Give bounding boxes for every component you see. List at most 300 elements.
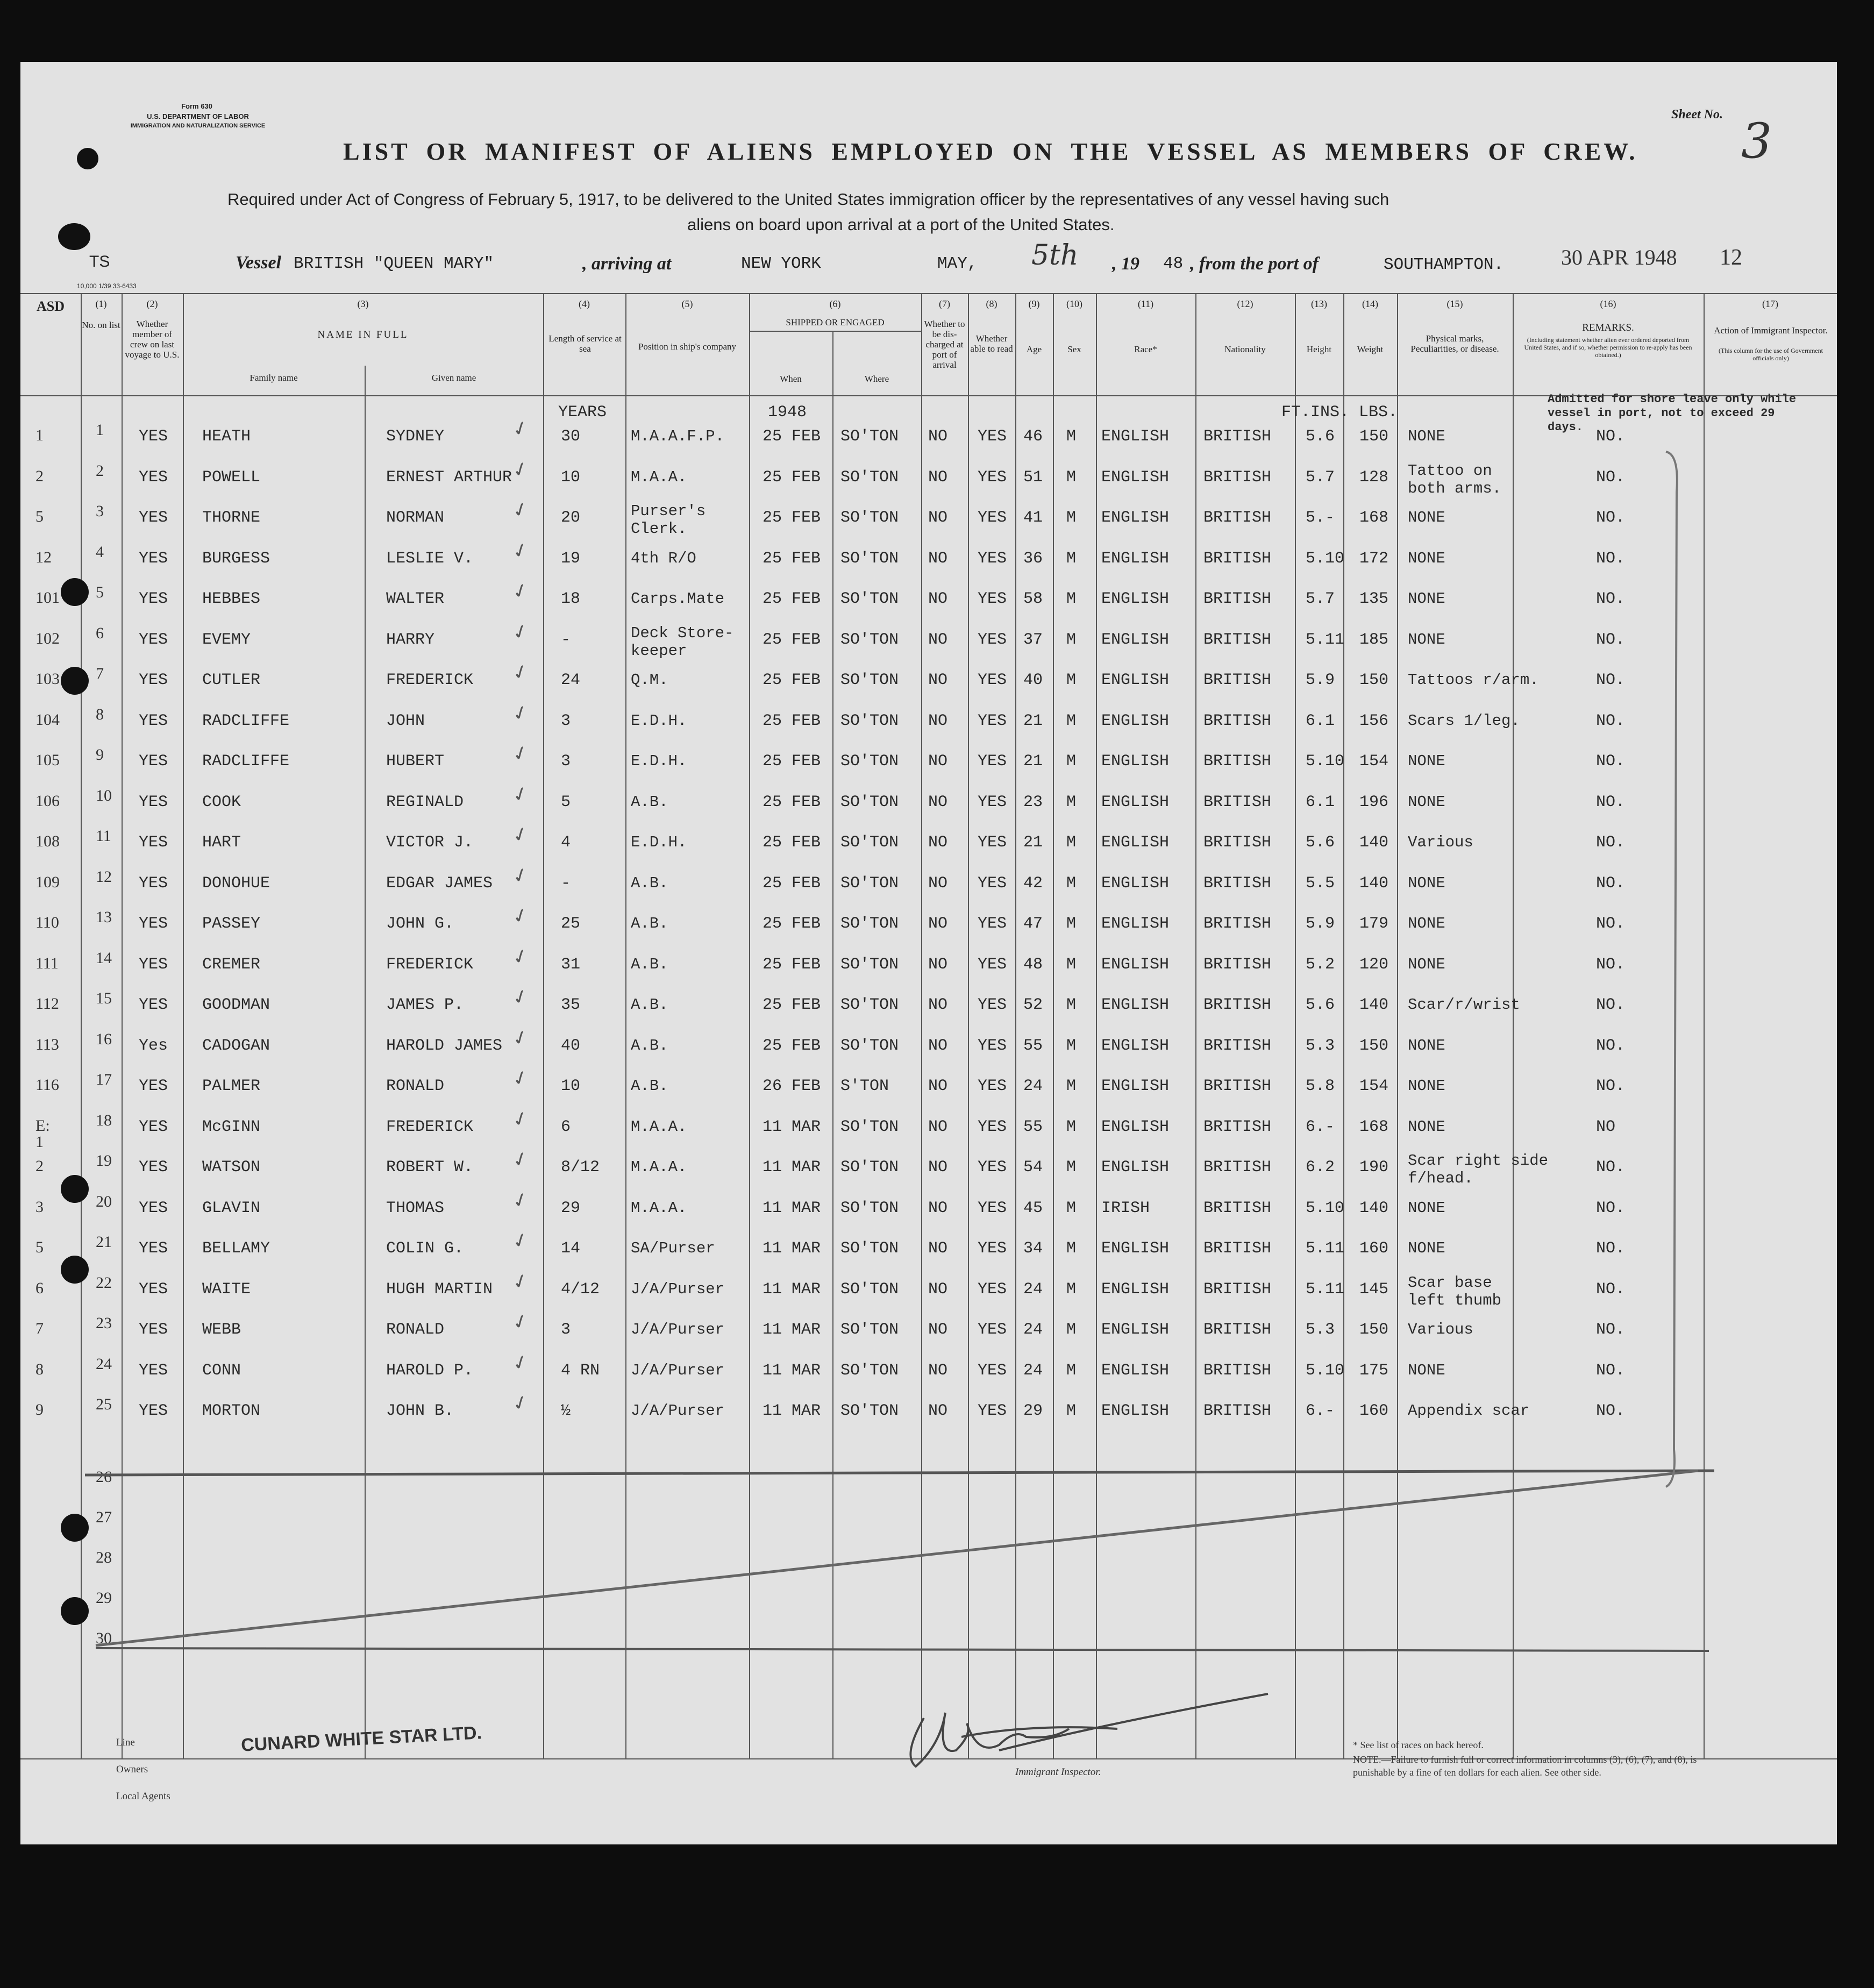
- col-number: (12): [1237, 298, 1253, 309]
- remarks-bracket: [1666, 452, 1677, 1487]
- cell-weight: 160: [1359, 1239, 1389, 1258]
- cell-list-number: 1: [96, 421, 104, 439]
- year-prefix: , 19: [1112, 254, 1139, 274]
- cell-shipped-when: 11 MAR: [763, 1117, 821, 1136]
- punch-hole: [58, 223, 90, 250]
- col-number: (7): [939, 298, 950, 309]
- cell-last-voyage: YES: [139, 549, 168, 568]
- cell-length-of-service: 4 RN: [561, 1361, 600, 1380]
- cell-margin-ref: 12: [35, 548, 52, 566]
- cell-margin-ref: 106: [35, 792, 60, 810]
- race-note: * See list of races on back hereof.: [1353, 1740, 1484, 1750]
- cell-shipped-where: SO'TON: [840, 1117, 899, 1136]
- cell-last-voyage: YES: [139, 874, 168, 893]
- units-label: FT.INS. LBS.: [1281, 403, 1398, 422]
- cell-family-name: WATSON: [202, 1158, 261, 1177]
- cell-able-to-read: YES: [978, 468, 1007, 487]
- cell-list-number: 3: [96, 502, 104, 520]
- cell-given-name: THOMAS: [386, 1199, 445, 1217]
- cell-shipped-where: SO'TON: [840, 468, 899, 487]
- cell-shipped-where: SO'TON: [840, 630, 899, 649]
- arriving-label: , arriving at: [582, 254, 672, 274]
- cell-to-be-discharged: NO: [928, 1158, 948, 1177]
- empty-row-number: 26: [96, 1468, 112, 1486]
- cell-sex: M: [1066, 590, 1077, 608]
- cell-nationality: BRITISH: [1203, 1077, 1272, 1095]
- cell-position: A.B.: [631, 1077, 668, 1095]
- sheet-number: 3: [1741, 113, 1772, 169]
- check-mark-icon: ✓: [509, 943, 532, 970]
- cell-last-voyage: YES: [139, 630, 168, 649]
- cell-weight: 150: [1359, 671, 1389, 689]
- cell-nationality: BRITISH: [1203, 1280, 1272, 1299]
- cell-list-number: 17: [96, 1071, 112, 1088]
- check-mark-icon: ✓: [509, 781, 532, 808]
- cell-race: ENGLISH: [1101, 1077, 1170, 1095]
- cell-physical-marks: NONE: [1408, 549, 1445, 567]
- cell-height: 5.9: [1306, 671, 1335, 689]
- cell-shipped-when: 25 FEB: [763, 793, 821, 811]
- cell-shipped-where: SO'TON: [840, 955, 899, 974]
- cell-last-voyage: YES: [139, 1402, 168, 1420]
- vessel-name: BRITISH "QUEEN MARY": [294, 254, 494, 273]
- check-mark-icon: ✓: [509, 1228, 532, 1254]
- cell-family-name: HEATH: [202, 427, 251, 446]
- empty-row-number: 30: [96, 1629, 112, 1647]
- cell-to-be-discharged: NO: [928, 630, 948, 649]
- col-number: (1): [95, 298, 107, 309]
- header-nationality: Nationality: [1224, 344, 1266, 354]
- cell-to-be-discharged: NO: [928, 1036, 948, 1055]
- cell-list-number: 16: [96, 1030, 112, 1048]
- date-stamp: 30 APR 1948: [1561, 245, 1677, 269]
- cell-nationality: BRITISH: [1203, 509, 1272, 527]
- cell-to-be-discharged: NO: [928, 1361, 948, 1380]
- cell-list-number: 25: [96, 1395, 112, 1413]
- cell-race: IRISH: [1101, 1199, 1150, 1217]
- cell-list-number: 13: [96, 908, 112, 926]
- col-number: (13): [1311, 298, 1327, 309]
- cell-able-to-read: YES: [978, 427, 1007, 446]
- check-mark-icon: ✓: [509, 1065, 532, 1092]
- cell-length-of-service: 25: [561, 915, 581, 933]
- cell-able-to-read: YES: [978, 590, 1007, 608]
- cell-remarks: NO.: [1596, 1036, 1626, 1055]
- cell-shipped-where: SO'TON: [840, 671, 899, 689]
- cell-family-name: POWELL: [202, 468, 261, 487]
- cell-age: 51: [1023, 468, 1043, 487]
- cell-weight: 168: [1359, 1117, 1389, 1136]
- cell-physical-marks: NONE: [1408, 752, 1445, 770]
- check-mark-icon: ✓: [509, 1268, 532, 1295]
- cell-length-of-service: 4: [561, 833, 571, 852]
- cell-length-of-service: 14: [561, 1239, 581, 1258]
- cell-shipped-when: 25 FEB: [763, 630, 821, 649]
- cell-able-to-read: YES: [978, 1036, 1007, 1055]
- cell-position: J/A/Purser: [631, 1402, 725, 1420]
- cell-age: 24: [1023, 1077, 1043, 1095]
- cell-race: ENGLISH: [1101, 468, 1170, 487]
- cell-margin-ref: 105: [35, 751, 60, 769]
- punch-hole: [77, 148, 98, 169]
- cell-remarks: NO.: [1596, 1280, 1626, 1299]
- cell-to-be-discharged: NO: [928, 1077, 948, 1095]
- cell-physical-marks: NONE: [1408, 1117, 1445, 1136]
- cell-last-voyage: YES: [139, 833, 168, 852]
- cell-family-name: CUTLER: [202, 671, 261, 689]
- cell-list-number: 8: [96, 705, 104, 723]
- cell-age: 37: [1023, 630, 1043, 649]
- cell-shipped-when: 25 FEB: [763, 752, 821, 771]
- col-number: (9): [1028, 298, 1040, 309]
- cell-position: Q.M.: [631, 671, 668, 689]
- cell-given-name: RONALD: [386, 1077, 445, 1095]
- cell-age: 23: [1023, 793, 1043, 811]
- cell-list-number: 24: [96, 1355, 112, 1373]
- cell-remarks: NO.: [1596, 955, 1626, 974]
- cell-physical-marks: NONE: [1408, 915, 1445, 932]
- cell-length-of-service: 6: [561, 1117, 571, 1136]
- check-mark-icon: ✓: [509, 1390, 532, 1416]
- check-mark-icon: ✓: [509, 497, 532, 523]
- cell-able-to-read: YES: [978, 1239, 1007, 1258]
- col-number: (10): [1066, 298, 1082, 309]
- cell-race: ENGLISH: [1101, 793, 1170, 811]
- cell-sex: M: [1066, 1280, 1077, 1299]
- cell-family-name: BELLAMY: [202, 1239, 270, 1258]
- col-number: (11): [1137, 298, 1154, 309]
- cell-given-name: SYDNEY: [386, 427, 445, 446]
- cell-age: 55: [1023, 1036, 1043, 1055]
- cell-position: J/A/Purser: [631, 1321, 725, 1338]
- cell-nationality: BRITISH: [1203, 915, 1272, 933]
- cell-able-to-read: YES: [978, 1402, 1007, 1420]
- cell-able-to-read: YES: [978, 671, 1007, 689]
- cancel-line-top: [85, 1471, 1714, 1475]
- cell-list-number: 10: [96, 786, 112, 804]
- cell-shipped-when: 11 MAR: [763, 1361, 821, 1380]
- cell-family-name: RADCLIFFE: [202, 711, 290, 730]
- cell-last-voyage: YES: [139, 793, 168, 811]
- empty-row-number: 28: [96, 1549, 112, 1566]
- cell-age: 24: [1023, 1280, 1043, 1299]
- cell-margin-ref: 8: [35, 1360, 44, 1378]
- cell-last-voyage: YES: [139, 752, 168, 771]
- cell-physical-marks: Scar/r/wrist: [1408, 996, 1520, 1014]
- cell-last-voyage: YES: [139, 427, 168, 446]
- cell-margin-ref: 2: [35, 467, 44, 485]
- cell-height: 6.1: [1306, 711, 1335, 730]
- cell-length-of-service: 20: [561, 509, 581, 527]
- cell-sex: M: [1066, 1117, 1077, 1136]
- cell-given-name: JOHN B.: [386, 1402, 454, 1420]
- cell-weight: 154: [1359, 1077, 1389, 1095]
- cell-shipped-where: SO'TON: [840, 833, 899, 852]
- cell-nationality: BRITISH: [1203, 874, 1272, 893]
- cell-length-of-service: 18: [561, 590, 581, 608]
- punch-hole: [61, 1175, 89, 1203]
- cell-race: ENGLISH: [1101, 915, 1170, 933]
- cell-length-of-service: 3: [561, 752, 571, 771]
- cell-position: M.A.A.: [631, 1158, 687, 1176]
- header-length-service: Length of service at sea: [548, 333, 622, 354]
- shore-leave-stamp: Admitted for shore leave only while vessel in port, not to exceed 29 days.: [1548, 393, 1797, 434]
- cell-age: 24: [1023, 1321, 1043, 1339]
- cell-position: A.B.: [631, 874, 668, 892]
- ts-label: TS: [89, 253, 110, 270]
- cell-list-number: 19: [96, 1152, 112, 1170]
- sheet-label: Sheet No.: [1671, 108, 1723, 122]
- cell-age: 45: [1023, 1199, 1043, 1217]
- cell-margin-ref: 1: [35, 426, 44, 444]
- col-number: (8): [986, 298, 997, 309]
- cell-remarks: NO.: [1596, 468, 1626, 487]
- cell-nationality: BRITISH: [1203, 1402, 1272, 1420]
- cell-length-of-service: 10: [561, 468, 581, 487]
- cell-family-name: McGINN: [202, 1117, 261, 1136]
- cell-margin-ref: 104: [35, 710, 60, 729]
- cell-margin-ref: 113: [35, 1035, 59, 1053]
- cell-to-be-discharged: NO: [928, 711, 948, 730]
- cell-age: 54: [1023, 1158, 1043, 1177]
- cell-able-to-read: YES: [978, 996, 1007, 1014]
- col-number: (16): [1600, 298, 1616, 309]
- cell-sex: M: [1066, 630, 1077, 649]
- cell-able-to-read: YES: [978, 549, 1007, 568]
- cell-last-voyage: YES: [139, 1199, 168, 1217]
- cell-age: 36: [1023, 549, 1043, 568]
- cell-physical-marks: NONE: [1408, 1239, 1445, 1257]
- cell-length-of-service: 3: [561, 1321, 571, 1339]
- cell-list-number: 7: [96, 665, 104, 682]
- cell-race: ENGLISH: [1101, 1036, 1170, 1055]
- cell-remarks: NO.: [1596, 1077, 1626, 1095]
- cell-weight: 140: [1359, 833, 1389, 852]
- cell-shipped-when: 11 MAR: [763, 1158, 821, 1177]
- cell-position: M.A.A.F.P.: [631, 427, 725, 445]
- header-height: Height: [1306, 344, 1332, 354]
- cell-able-to-read: YES: [978, 1077, 1007, 1095]
- cell-shipped-when: 11 MAR: [763, 1280, 821, 1299]
- cell-able-to-read: YES: [978, 752, 1007, 771]
- cell-race: ENGLISH: [1101, 590, 1170, 608]
- punch-hole: [61, 578, 89, 606]
- cell-position: E.D.H.: [631, 833, 687, 851]
- punch-hole: [61, 1597, 89, 1625]
- cell-family-name: DONOHUE: [202, 874, 270, 893]
- cell-height: 5.10: [1306, 752, 1345, 771]
- cell-family-name: HART: [202, 833, 241, 852]
- print-code: 10,000 1/39 33-6433: [77, 282, 137, 290]
- cell-family-name: EVEMY: [202, 630, 251, 649]
- header-race: Race*: [1134, 344, 1157, 354]
- header-action-note: (This column for the use of Government officials only): [1719, 347, 1823, 362]
- cell-last-voyage: Yes: [139, 1036, 168, 1055]
- cell-physical-marks: NONE: [1408, 1036, 1445, 1054]
- cell-weight: 150: [1359, 1036, 1389, 1055]
- cell-sex: M: [1066, 1199, 1077, 1217]
- cell-race: ENGLISH: [1101, 1158, 1170, 1177]
- cell-physical-marks: Various: [1408, 833, 1473, 851]
- cunard-stamp: CUNARD WHITE STAR LTD.: [240, 1722, 482, 1756]
- cell-nationality: BRITISH: [1203, 1321, 1272, 1339]
- cell-length-of-service: 24: [561, 671, 581, 689]
- cell-given-name: JAMES P.: [386, 996, 464, 1014]
- cell-to-be-discharged: NO: [928, 1239, 948, 1258]
- cell-race: ENGLISH: [1101, 833, 1170, 852]
- cell-length-of-service: 35: [561, 996, 581, 1014]
- cell-sex: M: [1066, 1239, 1077, 1258]
- cell-margin-ref: 110: [35, 914, 59, 931]
- cell-shipped-when: 11 MAR: [763, 1239, 821, 1258]
- cell-last-voyage: YES: [139, 1077, 168, 1095]
- cell-remarks: NO.: [1596, 833, 1626, 852]
- cell-nationality: BRITISH: [1203, 1361, 1272, 1380]
- cell-shipped-where: SO'TON: [840, 590, 899, 608]
- cell-list-number: 20: [96, 1192, 112, 1210]
- cell-age: 34: [1023, 1239, 1043, 1258]
- cell-last-voyage: YES: [139, 590, 168, 608]
- arrival-port: NEW YORK: [741, 254, 821, 273]
- check-mark-icon: ✓: [509, 984, 532, 1010]
- col-number: (17): [1762, 298, 1778, 309]
- cell-sex: M: [1066, 1321, 1077, 1339]
- check-mark-icon: ✓: [509, 903, 532, 929]
- check-mark-icon: ✓: [509, 700, 532, 726]
- cell-shipped-when: 25 FEB: [763, 711, 821, 730]
- cell-family-name: PASSEY: [202, 915, 261, 933]
- cell-height: 6.-: [1306, 1117, 1335, 1136]
- cell-shipped-when: 25 FEB: [763, 955, 821, 974]
- cell-shipped-when: 25 FEB: [763, 996, 821, 1014]
- cancel-marks: [20, 62, 1837, 1844]
- cell-physical-marks: Tattoo on both arms.: [1408, 461, 1502, 497]
- header-name-in-full: NAME IN FULL: [317, 329, 409, 340]
- cell-height: 5.11: [1306, 630, 1345, 649]
- cell-list-number: 2: [96, 461, 104, 480]
- cell-position: M.A.A.: [631, 1117, 687, 1136]
- cell-able-to-read: YES: [978, 630, 1007, 649]
- cell-position: J/A/Purser: [631, 1280, 725, 1298]
- cell-physical-marks: NONE: [1408, 427, 1445, 445]
- cell-shipped-where: SO'TON: [840, 1402, 899, 1420]
- cell-physical-marks: NONE: [1408, 1077, 1445, 1095]
- cell-physical-marks: Various: [1408, 1321, 1473, 1338]
- cell-able-to-read: YES: [978, 915, 1007, 933]
- check-mark-icon: ✓: [509, 740, 532, 767]
- cell-length-of-service: 3: [561, 711, 571, 730]
- cell-shipped-where: SO'TON: [840, 874, 899, 893]
- cell-shipped-when: 11 MAR: [763, 1321, 821, 1339]
- cell-position: A.B.: [631, 1036, 668, 1054]
- cell-given-name: VICTOR J.: [386, 833, 474, 852]
- cell-age: 40: [1023, 671, 1043, 689]
- cell-list-number: 21: [96, 1233, 112, 1251]
- cell-remarks: NO.: [1596, 427, 1626, 446]
- inspector-signature: [892, 1691, 1300, 1777]
- cell-race: ENGLISH: [1101, 427, 1170, 446]
- cell-shipped-when: 25 FEB: [763, 915, 821, 933]
- cell-length-of-service: ½: [561, 1402, 571, 1420]
- cell-length-of-service: 5: [561, 793, 571, 811]
- cell-margin-ref: 108: [35, 832, 60, 850]
- cell-shipped-when: 25 FEB: [763, 874, 821, 893]
- cell-margin-ref: 112: [35, 995, 59, 1013]
- cell-nationality: BRITISH: [1203, 630, 1272, 649]
- col-number: (5): [681, 298, 693, 309]
- col-number: (3): [357, 298, 369, 309]
- cell-margin-ref: 5: [35, 508, 44, 525]
- check-mark-icon: ✓: [509, 1349, 532, 1376]
- cell-position: SA/Purser: [631, 1239, 715, 1257]
- cell-to-be-discharged: NO: [928, 833, 948, 852]
- cell-race: ENGLISH: [1101, 1117, 1170, 1136]
- cell-list-number: 12: [96, 867, 112, 886]
- header-shipped-engaged: SHIPPED OR ENGAGED: [786, 317, 885, 327]
- cell-to-be-discharged: NO: [928, 874, 948, 893]
- header-family-name: Family name: [250, 373, 298, 383]
- check-mark-icon: ✓: [509, 659, 532, 686]
- cell-weight: 120: [1359, 955, 1389, 974]
- cell-race: ENGLISH: [1101, 1321, 1170, 1339]
- cell-shipped-when: 25 FEB: [763, 671, 821, 689]
- subtitle-line-1: Required under Act of Congress of February 5, 1917, to be delivered to the United States immigration officer by the representatives of any vessel having such: [227, 190, 1390, 209]
- cell-remarks: NO.: [1596, 1158, 1626, 1177]
- check-mark-icon: ✓: [509, 1106, 532, 1132]
- check-mark-icon: ✓: [509, 1146, 532, 1173]
- cell-physical-marks: NONE: [1408, 1361, 1445, 1379]
- cell-shipped-where: SO'TON: [840, 996, 899, 1014]
- cell-height: 5.10: [1306, 1199, 1345, 1217]
- cell-list-number: 5: [96, 583, 104, 601]
- cell-to-be-discharged: NO: [928, 1117, 948, 1136]
- cell-length-of-service: -: [561, 630, 571, 649]
- check-mark-icon: ✓: [509, 456, 532, 483]
- cell-race: ENGLISH: [1101, 1239, 1170, 1258]
- cell-margin-ref: 7: [35, 1320, 44, 1337]
- cell-list-number: 18: [96, 1111, 112, 1129]
- cell-height: 5.-: [1306, 509, 1335, 527]
- cell-last-voyage: YES: [139, 1280, 168, 1299]
- header-when: When: [780, 374, 802, 384]
- cell-sex: M: [1066, 1402, 1077, 1420]
- header-able-to-read: Whether able to read: [970, 333, 1013, 354]
- cell-shipped-when: 25 FEB: [763, 468, 821, 487]
- cell-position: 4th R/O: [631, 549, 696, 567]
- cell-physical-marks: Appendix scar: [1408, 1402, 1530, 1420]
- manifest-title: LIST OR MANIFEST OF ALIENS EMPLOYED ON THE VESSEL AS MEMBERS OF CREW.: [343, 138, 1638, 165]
- cell-age: 29: [1023, 1402, 1043, 1420]
- cell-age: 21: [1023, 752, 1043, 771]
- cell-able-to-read: YES: [978, 711, 1007, 730]
- inspector-label: Immigrant Inspector.: [1015, 1766, 1101, 1778]
- cell-position: E.D.H.: [631, 752, 687, 770]
- cell-given-name: RONALD: [386, 1321, 445, 1339]
- cell-physical-marks: NONE: [1408, 874, 1445, 892]
- cell-height: 5.3: [1306, 1036, 1335, 1055]
- cell-age: 55: [1023, 1117, 1043, 1136]
- cell-physical-marks: NONE: [1408, 955, 1445, 973]
- cell-height: 5.3: [1306, 1321, 1335, 1339]
- cell-position: A.B.: [631, 793, 668, 811]
- cell-nationality: BRITISH: [1203, 1199, 1272, 1217]
- cell-position: J/A/Purser: [631, 1361, 725, 1379]
- cell-sex: M: [1066, 509, 1077, 527]
- cell-nationality: BRITISH: [1203, 1036, 1272, 1055]
- cell-age: 52: [1023, 996, 1043, 1014]
- cell-given-name: HAROLD JAMES: [386, 1036, 503, 1055]
- cell-shipped-where: SO'TON: [840, 793, 899, 811]
